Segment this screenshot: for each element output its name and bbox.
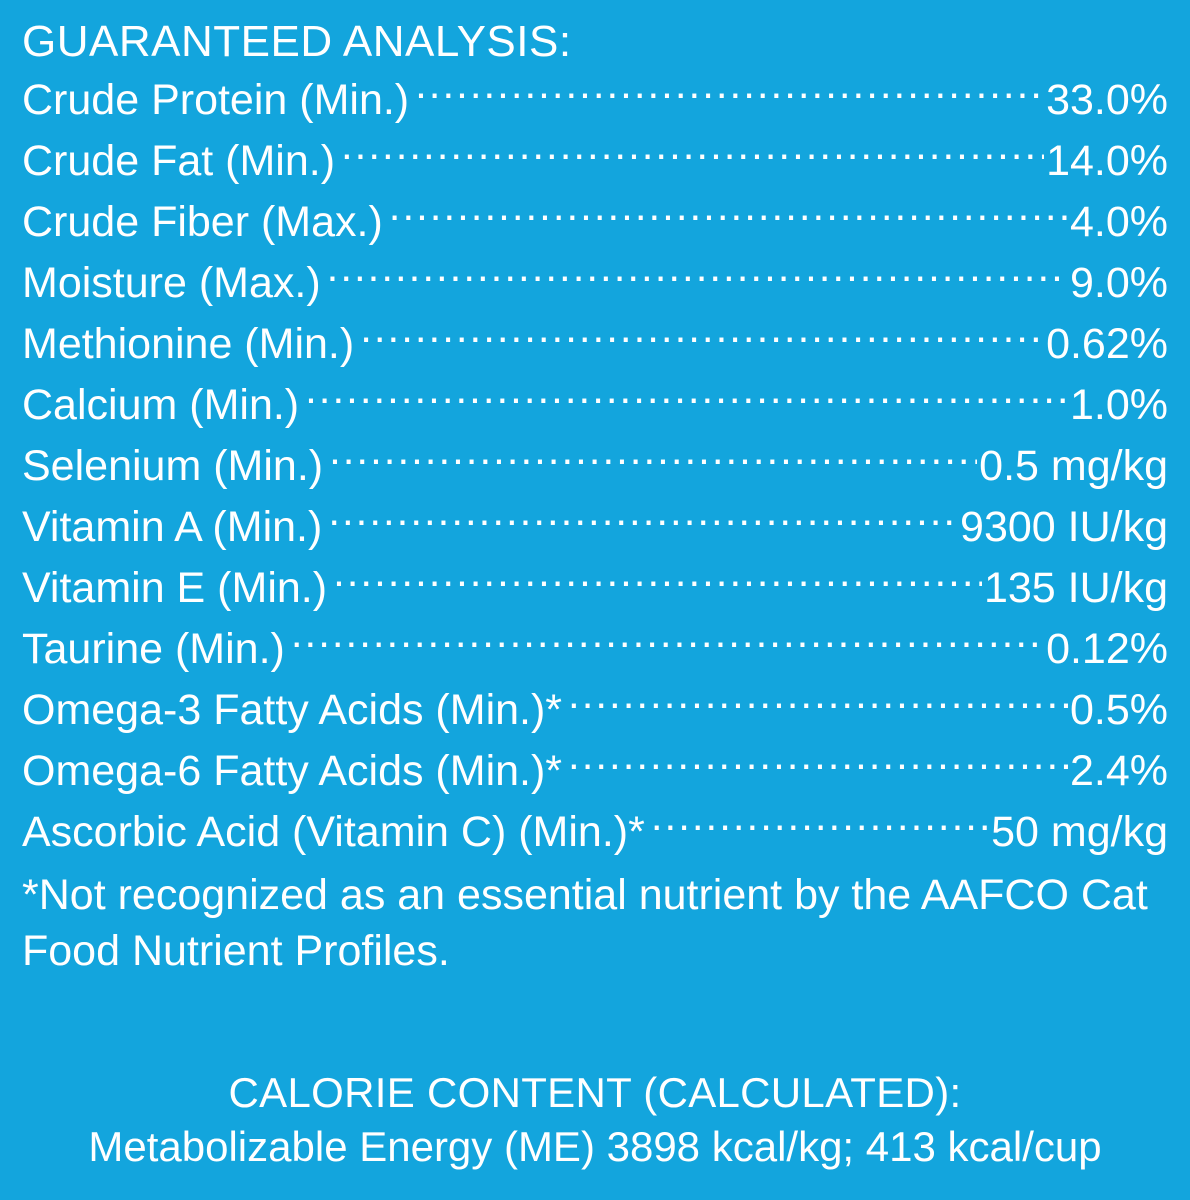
nutrient-row (22, 619, 1168, 680)
nutrient-label: Ascorbic Acid (Vitamin C) (Min.)* (22, 808, 645, 856)
nutrient-row (22, 436, 1168, 497)
nutrient-label: Crude Protein (Min.) (22, 76, 410, 124)
nutrient-value: 0.5 mg/kg (979, 442, 1168, 490)
nutrient-value: 4.0% (1069, 198, 1168, 246)
leader-dots (333, 559, 982, 602)
nutrient-value: 1.0% (1069, 381, 1168, 429)
leader-dots (360, 315, 1044, 358)
leader-dots (568, 742, 1068, 785)
leader-dots (305, 376, 1068, 419)
nutrient-row (22, 497, 1168, 558)
nutrient-label: Crude Fat (Min.) (22, 137, 336, 185)
nutrient-value: 14.0% (1046, 137, 1168, 185)
leader-dots (341, 132, 1044, 175)
nutrient-value: 2.4% (1069, 747, 1168, 795)
calorie-content-text: Metabolizable Energy (ME) 3898 kcal/kg; 413 kcal/cup (88, 1123, 1102, 1170)
nutrient-value: 9.0% (1069, 259, 1168, 307)
calorie-content-title: CALORIE CONTENT (CALCULATED): (228, 1069, 962, 1116)
leader-dots (328, 498, 958, 541)
footnote: *Not recognized as an essential nutrient by the AAFCO Cat Food Nutrient Profiles. (22, 871, 1148, 975)
nutrient-label: Vitamin E (Min.) (22, 564, 328, 612)
nutrient-value: 9300 IU/kg (960, 503, 1168, 551)
nutrient-row (22, 253, 1168, 314)
nutrient-row (22, 558, 1168, 619)
panel-heading: GUARANTEED ANALYSIS: (22, 17, 572, 66)
nutrient-row (22, 802, 1168, 863)
nutrient-row (22, 314, 1168, 375)
nutrient-list (22, 70, 1168, 863)
leader-dots (389, 193, 1068, 236)
nutrient-value: 33.0% (1046, 76, 1168, 124)
nutrient-label: Methionine (Min.) (22, 320, 355, 368)
nutrient-label: Vitamin A (Min.) (22, 503, 323, 551)
nutrient-label: Calcium (Min.) (22, 381, 300, 429)
leader-dots (651, 803, 989, 846)
nutrient-row (22, 131, 1168, 192)
leader-dots (329, 437, 977, 480)
nutrient-label: Omega-6 Fatty Acids (Min.)* (22, 747, 563, 795)
nutrient-value: 50 mg/kg (991, 808, 1168, 856)
leader-dots (415, 71, 1044, 114)
nutrient-label: Crude Fiber (Max.) (22, 198, 383, 246)
calorie-content-block (0, 1066, 1190, 1174)
nutrient-label: Selenium (Min.) (22, 442, 324, 490)
leader-dots (291, 620, 1044, 663)
nutrient-row (22, 375, 1168, 436)
nutrient-row (22, 741, 1168, 802)
nutrient-label: Moisture (Max.) (22, 259, 321, 307)
nutrient-value: 135 IU/kg (983, 564, 1168, 612)
nutrient-label: Taurine (Min.) (22, 625, 285, 673)
nutrient-row (22, 70, 1168, 131)
leader-dots (327, 254, 1068, 297)
nutrient-value: 0.12% (1046, 625, 1168, 673)
nutrient-row (22, 192, 1168, 253)
nutrient-label: Omega-3 Fatty Acids (Min.)* (22, 686, 563, 734)
leader-dots (568, 681, 1068, 724)
nutrient-value: 0.62% (1046, 320, 1168, 368)
nutrient-row (22, 680, 1168, 741)
nutrient-value: 0.5% (1069, 686, 1168, 734)
